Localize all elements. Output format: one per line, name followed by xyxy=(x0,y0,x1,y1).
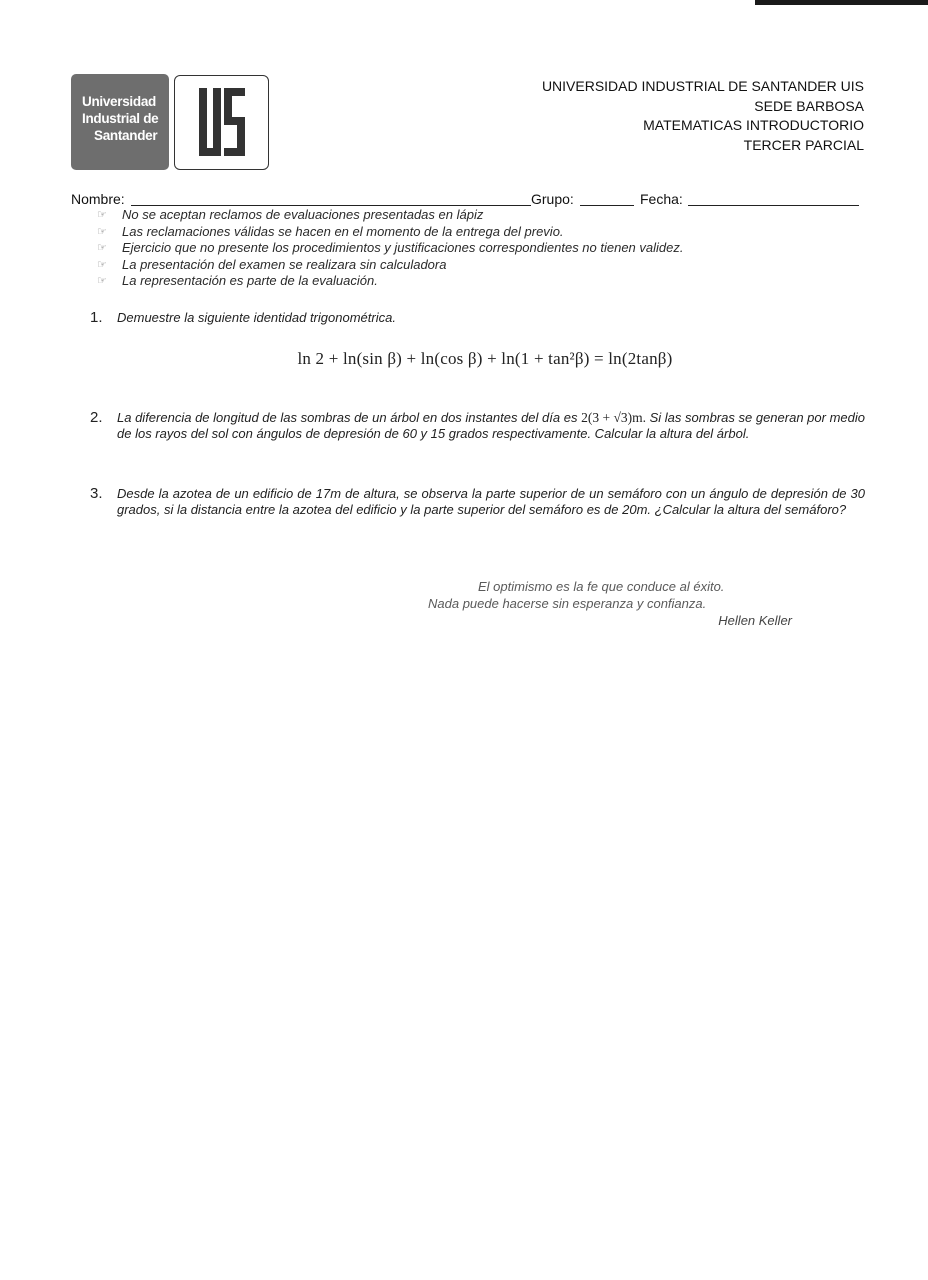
quote-line-2: Nada puede hacerse sin esperanza y confianza. xyxy=(428,596,707,611)
university-logo xyxy=(71,74,169,170)
logo-line-1: Universidad xyxy=(82,94,156,109)
rule-item xyxy=(97,207,797,224)
rules-list xyxy=(97,207,797,290)
grupo-label: Grupo: xyxy=(531,191,574,207)
rule-item xyxy=(97,273,797,290)
rule-text: La representación es parte de la evaluación. xyxy=(122,273,378,289)
exam-header xyxy=(542,77,864,155)
quote-line-1: El optimismo es la fe que conduce al éxito. xyxy=(478,579,725,594)
question-number: 3. xyxy=(90,485,103,502)
header-campus: SEDE BARBOSA xyxy=(754,97,864,114)
nombre-label: Nombre: xyxy=(71,191,125,207)
hand-bullet-icon: ☞ xyxy=(97,275,107,288)
question-1 xyxy=(90,310,865,326)
uis-logo-icon xyxy=(174,75,269,170)
rule-text: Ejercicio que no presente los procedimientos y justificaciones correspondientes no tienen validez. xyxy=(122,240,684,256)
question-math: 2(3 + √3)m. xyxy=(581,410,646,425)
question-text: Desde la azotea de un edificio de 17m de altura, se observa la parte superior de un semáforo con un ángulo de depresión de 30 grados, si la distancia entre la azotea del edificio y la parte superior del semáforo es de 20m. ¿Calcular la altura del semáforo? xyxy=(117,486,865,517)
question-text xyxy=(117,410,865,441)
rule-item xyxy=(97,224,797,241)
hand-bullet-icon: ☞ xyxy=(97,225,107,238)
fecha-field[interactable] xyxy=(688,205,859,206)
rule-item xyxy=(97,240,797,257)
nombre-field[interactable] xyxy=(131,205,531,206)
header-university: UNIVERSIDAD INDUSTRIAL DE SANTANDER UIS xyxy=(541,78,864,94)
rule-text: Las reclamaciones válidas se hacen en el momento de la entrega del previo. xyxy=(122,223,564,239)
hand-bullet-icon: ☞ xyxy=(97,242,107,255)
question-number: 2. xyxy=(90,409,103,426)
hand-bullet-icon: ☞ xyxy=(97,258,107,271)
question-text-part: Si las sombras se generan por medio de los rayos del sol con ángulos de depresión de 60 y 15 grados respectivamente. Calcular la altura del árbol. xyxy=(117,410,865,441)
scan-artifact xyxy=(755,0,928,5)
question-number: 1. xyxy=(90,309,103,326)
question-text: Demuestre la siguiente identidad trigonométrica. xyxy=(117,310,396,325)
rule-text: No se aceptan reclamos de evaluaciones presentadas en lápiz xyxy=(122,207,484,222)
fecha-label: Fecha: xyxy=(640,191,683,207)
header-course: MATEMATICAS INTRODUCTORIO xyxy=(643,117,864,133)
question-text-part: La diferencia de longitud de las sombras de un árbol en dos instantes del día es xyxy=(117,410,578,425)
logo-line-2: Industrial de xyxy=(82,111,159,126)
logo-line-3: Santander xyxy=(94,128,158,143)
header-exam-title: TERCER PARCIAL xyxy=(743,136,864,153)
quote-author: Hellen Keller xyxy=(718,613,792,628)
closing-quote xyxy=(400,578,792,629)
trig-identity-formula: ln 2 + ln(sin β) + ln(cos β) + ln(1 + tan²β) = ln(2tanβ) xyxy=(297,349,673,368)
grupo-field[interactable] xyxy=(580,205,634,206)
hand-bullet-icon: ☞ xyxy=(97,209,107,221)
question-3 xyxy=(90,486,865,517)
question-2 xyxy=(90,410,865,441)
rule-item xyxy=(97,257,797,274)
rule-text: La presentación del examen se realizara sin calculadora xyxy=(122,256,447,272)
